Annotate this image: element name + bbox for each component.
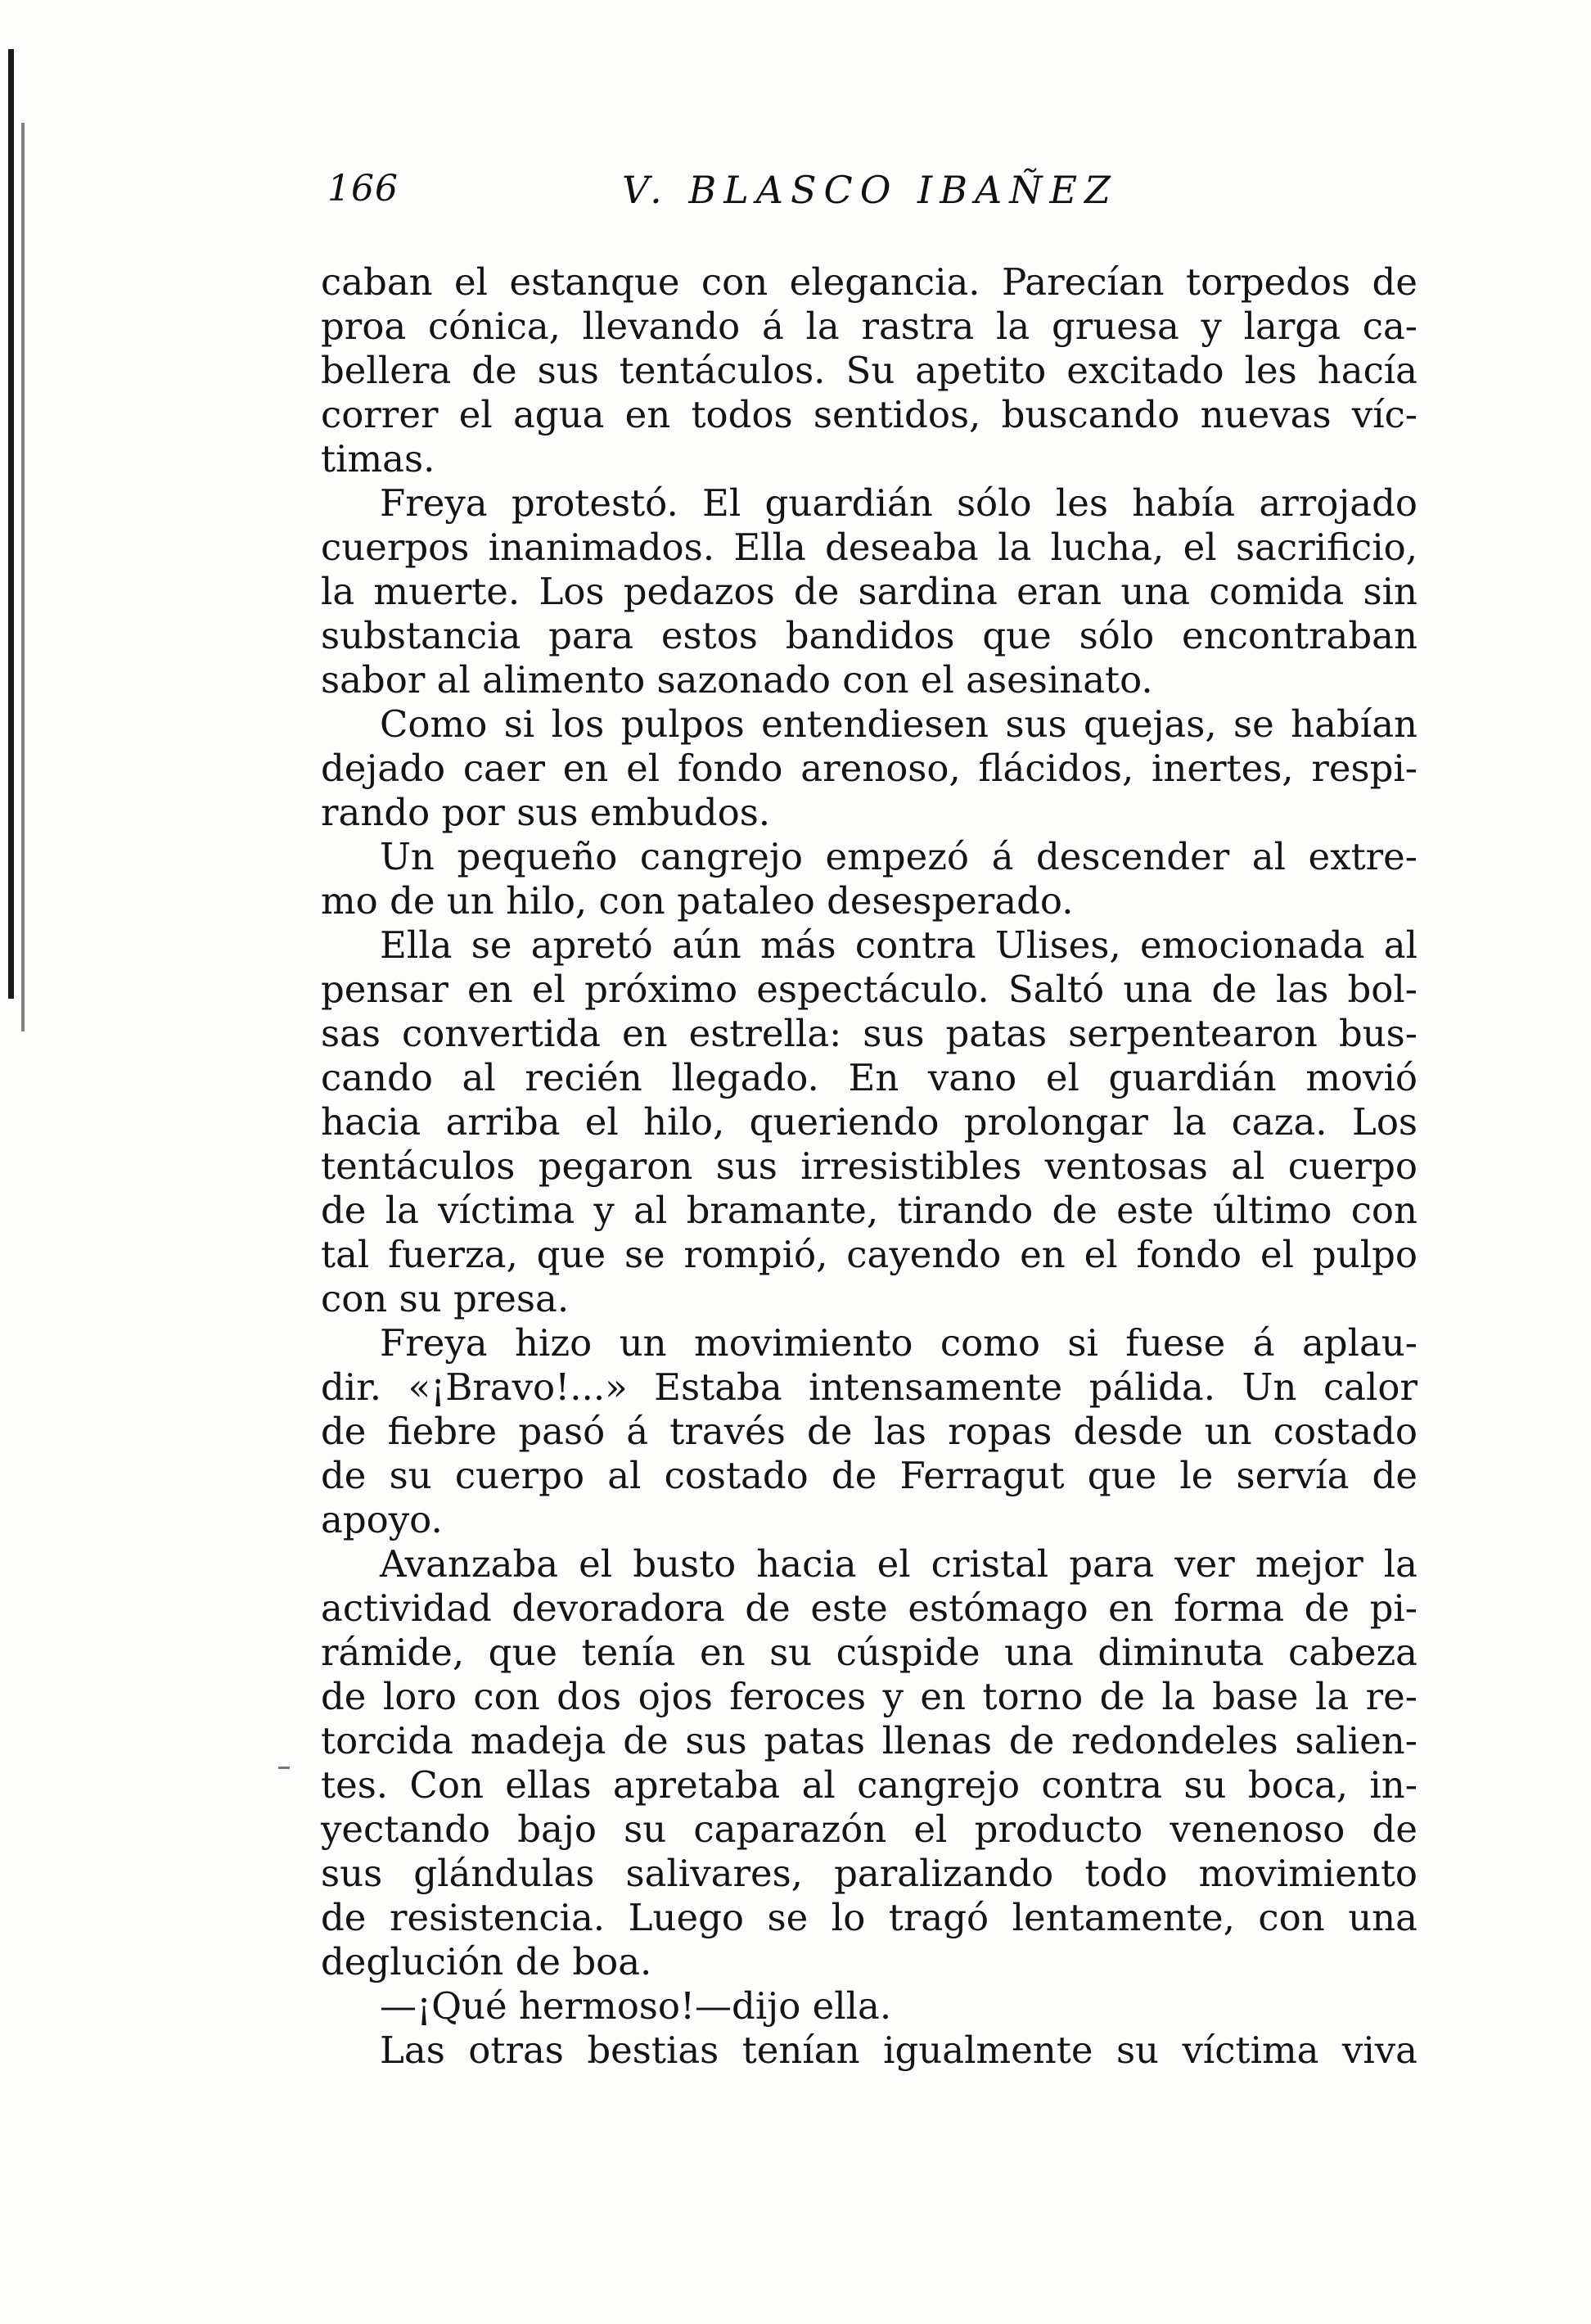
- text-line: timas.: [321, 437, 435, 481]
- text-line: Avanzaba el busto hacia el cristal para ver mejor la: [380, 1542, 1417, 1586]
- page-number: 166: [327, 168, 399, 210]
- text-line: rando por sus embudos.: [321, 791, 771, 834]
- text-line: Como si los pulpos entendiesen sus quejas, se habían: [380, 702, 1417, 746]
- text-line: sas convertida en estrella: sus patas serpentearon bus-: [321, 1012, 1417, 1055]
- text-line: de la víctima y al bramante, tirando de este último con: [321, 1189, 1417, 1232]
- text-line: pensar en el próximo espectáculo. Saltó una de las bol-: [321, 968, 1417, 1011]
- text-line: con su presa.: [321, 1277, 570, 1320]
- text-line: de loro con dos ojos feroces y en torno de la base la re-: [321, 1675, 1417, 1718]
- body-text: [321, 260, 1417, 2073]
- text-line: cando al recién llegado. En vano el guardián movió: [321, 1056, 1417, 1099]
- running-title: V. BLASCO IBAÑEZ: [622, 168, 1119, 212]
- text-line: mo de un hilo, con pataleo desesperado.: [321, 879, 1074, 923]
- text-line: dejado caer en el fondo arenoso, flácidos, inertes, respi-: [321, 747, 1417, 790]
- text-line: deglución de boa.: [321, 1940, 652, 1983]
- text-line: hacia arriba el hilo, queriendo prolongar la caza. Los: [321, 1100, 1417, 1144]
- text-line: Ella se apretó aún más contra Ulises, emocionada al: [380, 923, 1417, 967]
- text-line: correr el agua en todos sentidos, buscando nuevas víc-: [321, 393, 1417, 436]
- text-line: apoyo.: [321, 1498, 443, 1541]
- text-line: torcida madeja de sus patas llenas de redondeles salien-: [321, 1719, 1417, 1762]
- text-line: tal fuerza, que se rompió, cayendo en el fondo el pulpo: [321, 1233, 1417, 1276]
- margin-mark: [278, 1767, 290, 1769]
- text-line: cuerpos inanimados. Ella deseaba la lucha, el sacrificio,: [321, 526, 1417, 569]
- text-line: Freya hizo un movimiento como si fuese á aplau-: [380, 1321, 1417, 1365]
- binding-edge-shadow: [8, 49, 14, 999]
- text-line: yectando bajo su caparazón el producto venenoso de: [321, 1807, 1417, 1851]
- text-line: substancia para estos bandidos que sólo encontraban: [321, 614, 1417, 657]
- text-line: —¡Qué hermoso!—dijo ella.: [380, 1984, 892, 2028]
- text-line: caban el estanque con elegancia. Parecían torpedos de: [321, 260, 1417, 304]
- text-line: dir. «¡Bravo!...» Estaba intensamente pálida. Un calor: [321, 1365, 1417, 1409]
- text-line: Un pequeño cangrejo empezó á descender al extre-: [380, 835, 1417, 878]
- text-line: tentáculos pegaron sus irresistibles ventosas al cuerpo: [321, 1144, 1417, 1188]
- text-line: sus glándulas salivares, paralizando todo movimiento: [321, 1852, 1417, 1895]
- running-header: [327, 168, 1432, 225]
- text-line: de resistencia. Luego se lo tragó lentamente, con una: [321, 1896, 1417, 1939]
- text-line: proa cónica, llevando á la rastra la gruesa y larga ca-: [321, 305, 1417, 348]
- text-line: Las otras bestias tenían igualmente su víctima viva: [380, 2028, 1417, 2072]
- text-line: tes. Con ellas apretaba al cangrejo contra su boca, in-: [321, 1763, 1417, 1807]
- text-line: de su cuerpo al costado de Ferragut que le servía de: [321, 1454, 1417, 1497]
- text-line: rámide, que tenía en su cúspide una diminuta cabeza: [321, 1631, 1417, 1674]
- text-line: Freya protestó. El guardián sólo les había arrojado: [380, 481, 1417, 525]
- text-line: bellera de sus tentáculos. Su apetito excitado les hacía: [321, 349, 1417, 392]
- binding-edge-shadow-inner: [21, 123, 25, 1031]
- text-line: de fiebre pasó á través de las ropas desde un costado: [321, 1410, 1417, 1453]
- text-line: actividad devoradora de este estómago en forma de pi-: [321, 1586, 1417, 1630]
- text-line: la muerte. Los pedazos de sardina eran una comida sin: [321, 570, 1417, 613]
- text-line: sabor al alimento sazonado con el asesinato.: [321, 658, 1153, 702]
